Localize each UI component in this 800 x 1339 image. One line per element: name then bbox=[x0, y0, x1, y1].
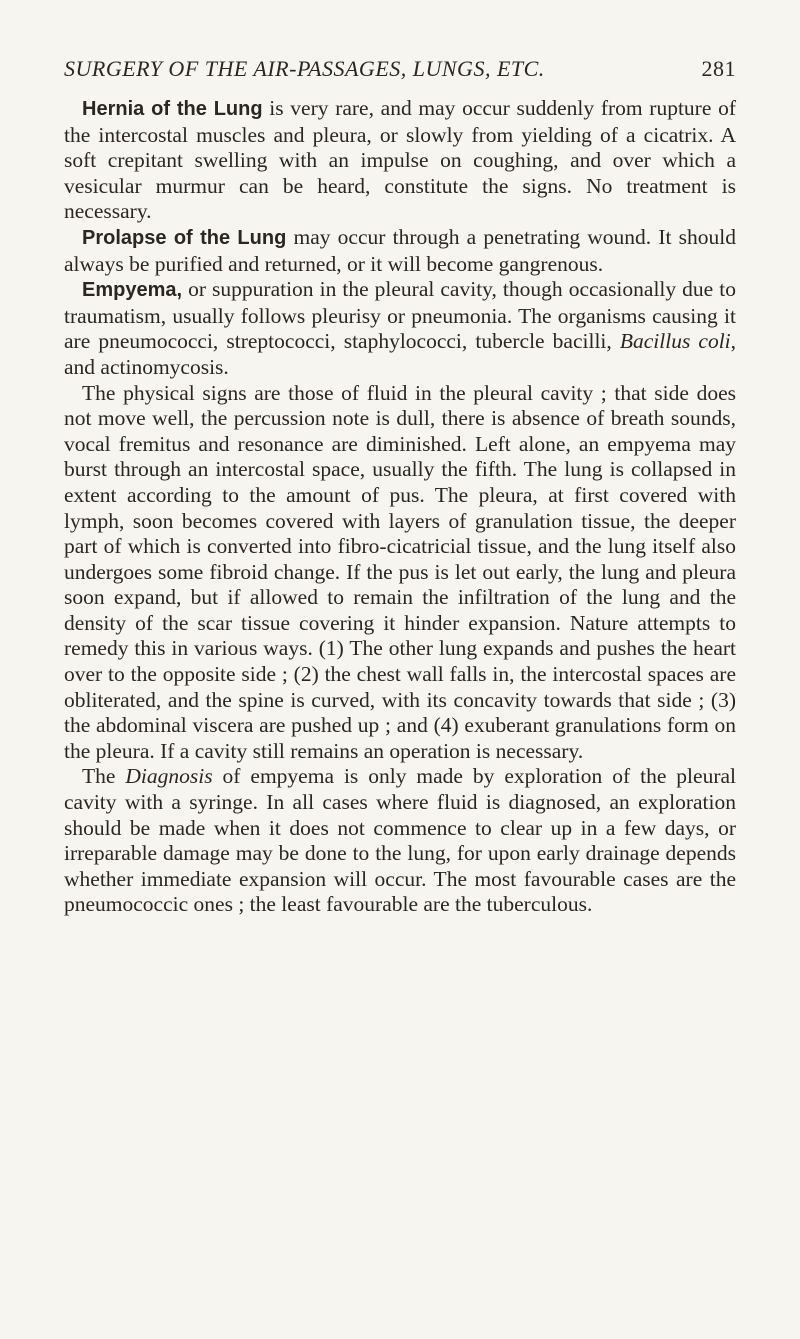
heading-prolapse: Prolapse of the Lung bbox=[82, 226, 287, 249]
heading-empyema: Empyema, bbox=[82, 279, 183, 302]
heading-hernia: Hernia of the Lung bbox=[82, 98, 263, 120]
paragraph-hernia bbox=[64, 96, 736, 225]
paragraph-empyema bbox=[64, 277, 736, 380]
paragraph-empyema-italic: Bacillus coli bbox=[619, 329, 731, 354]
paragraph-diagnosis-text-b: of empyema is only made by exploration of the pleural cavity with a syringe. In all cases where fluid is diagnosed, an exploration should be made when it does not commence to clear up in a few days, or irreparable damage may be done to the lung, for upon early drainage depends whether immediate expansion will occur. The most favourable cases are the pneumococcic ones ; the least favourable are the tuberculous. bbox=[64, 764, 737, 917]
paragraph-empyema-text-a: or suppuration in the pleural cavity, though occasionally due to traumatism, usually follows pleurisy or pneumonia. The organisms causing it are pneumococci, streptococci, staphylococci, tubercle bacilli, bbox=[64, 277, 736, 354]
paragraph-hernia-text: is very rare, and may occur suddenly from rupture of the intercostal muscles and pleura, or slowly from yielding of a cicatrix. A soft crepitant swelling with an impulse on coughing, and over which a vesicular murmur can be heard, constitute the signs. No treatment is necessary. bbox=[64, 96, 736, 224]
running-title: SURGERY OF THE AIR-PASSAGES, LUNGS, ETC. bbox=[64, 56, 545, 81]
paragraph-diagnosis-italic: Diagnosis bbox=[125, 764, 213, 789]
page-number: 281 bbox=[701, 56, 736, 81]
paragraph-diagnosis bbox=[64, 764, 736, 918]
paragraph-physical-signs bbox=[64, 381, 736, 765]
paragraph-empyema-text-b: , and actinomycosis. bbox=[64, 329, 737, 379]
paragraph-physical-signs-text: The physical signs are those of fluid in the pleural cavity ; that side does not move well, the percussion note is dull, there is absence of breath sounds, vocal fremitus and resonance are diminished. Left alone, an empyema may burst through an intercostal space, usually the fifth. The lung is collapsed in extent according to the amount of pus. The pleura, at first covered with lymph, soon becomes covered with layers of granulation tissue, the deeper part of which is converted into fibro-cicatricial tissue, and the lung itself also undergoes some fibroid change. If the pus is let out early, the lung and pleura soon expand, but if allowed to remain the infiltration of the lung and the density of the scar tissue covering it hinder expansion. Nature attempts to remedy this in various ways. (1) The other lung expands and pushes the heart over to the opposite side ; (2) the chest wall falls in, the intercostal spaces are obliterated, and the spine is curved, with its concavity towards that side ; (3) the abdominal viscera are pushed up ; and (4) exuberant granulations form on the pleura. If a cavity still remains an operation is necessary. bbox=[64, 380, 736, 763]
paragraph-prolapse-text: may occur through a penetrating wound. It should always be purified and returned, or it will become gangrenous. bbox=[64, 224, 736, 276]
paragraph-diagnosis-text-a: The bbox=[82, 764, 126, 789]
body-text bbox=[64, 96, 736, 918]
paragraph-prolapse bbox=[64, 225, 736, 277]
running-head bbox=[64, 56, 736, 82]
